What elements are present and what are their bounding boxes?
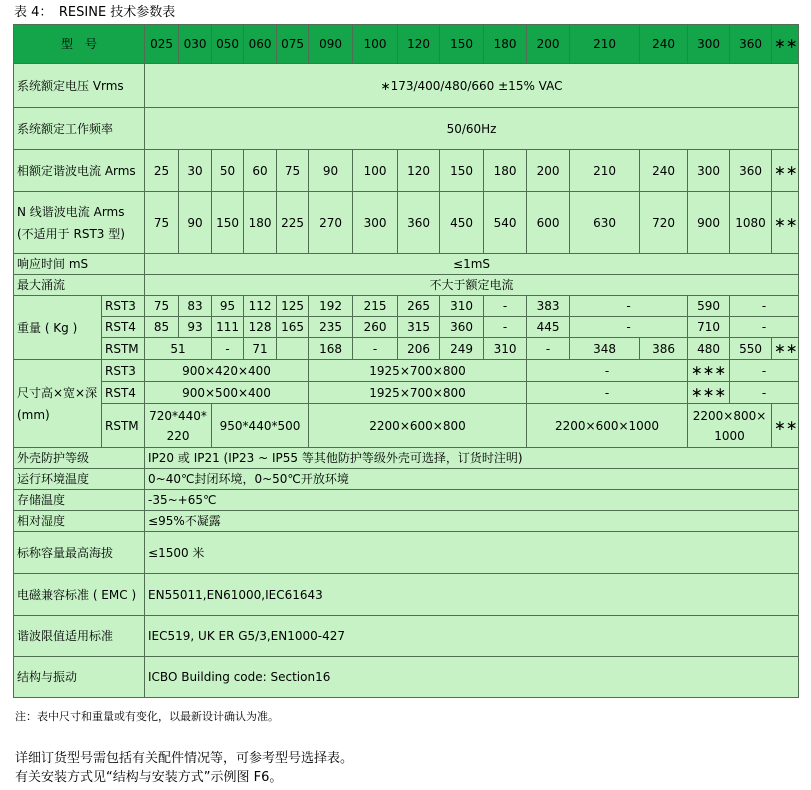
model-header-row bbox=[14, 25, 799, 64]
frequency-label: 系统额定工作频率 bbox=[14, 108, 145, 150]
harmonic-standard-row bbox=[14, 616, 799, 657]
size-value: - bbox=[730, 382, 799, 404]
weight-value: - bbox=[484, 317, 527, 338]
harmonic-standard-value: IEC519, UK ER G5/3,EN1000-427 bbox=[145, 616, 799, 657]
response-value: ≤1mS bbox=[145, 254, 799, 275]
voltage-value: ∗173/400/480/660 ±15% VAC bbox=[145, 64, 799, 108]
weight-value: 51 bbox=[145, 338, 212, 360]
phase-current-value: 210 bbox=[570, 150, 640, 192]
n-current-value: 150 bbox=[212, 192, 244, 254]
weight-value: 710 bbox=[688, 317, 730, 338]
size-value: - bbox=[527, 382, 688, 404]
phase-current-value: 60 bbox=[244, 150, 277, 192]
humidity-row bbox=[14, 511, 799, 532]
n-current-value: 90 bbox=[179, 192, 212, 254]
table-note: 注：表中尺寸和重量或有变化，以最新设计确认为准。 bbox=[15, 710, 279, 723]
size-value: 2200×800×1000 bbox=[688, 404, 772, 448]
n-current-value: 630 bbox=[570, 192, 640, 254]
size-value: 950*440*500 bbox=[212, 404, 309, 448]
altitude-row bbox=[14, 532, 799, 574]
model-header-label: 型 号 bbox=[14, 25, 145, 64]
inrush-label: 最大涌流 bbox=[14, 275, 145, 296]
altitude-value: ≤1500 米 bbox=[145, 532, 799, 574]
weight-value: 235 bbox=[309, 317, 353, 338]
weight-value: 590 bbox=[688, 296, 730, 317]
model-code: 075 bbox=[277, 25, 309, 64]
phase-current-label: 相额定谐波电流 Arms bbox=[14, 150, 145, 192]
weight-value bbox=[277, 338, 309, 360]
weight-value: 215 bbox=[353, 296, 398, 317]
model-code: 240 bbox=[640, 25, 688, 64]
inrush-value: 不大于额定电流 bbox=[145, 275, 799, 296]
weight-value: 383 bbox=[527, 296, 570, 317]
protection-row bbox=[14, 448, 799, 469]
structure-label: 结构与振动 bbox=[14, 657, 145, 698]
phase-current-value: 75 bbox=[277, 150, 309, 192]
altitude-label: 标称容量最高海拔 bbox=[14, 532, 145, 574]
size-rst4-row bbox=[14, 382, 799, 404]
weight-value: 125 bbox=[277, 296, 309, 317]
weight-rst3-row bbox=[14, 296, 799, 317]
phase-current-value: 30 bbox=[179, 150, 212, 192]
phase-current-value: 300 bbox=[688, 150, 730, 192]
n-current-value: 180 bbox=[244, 192, 277, 254]
phase-current-value: 120 bbox=[398, 150, 440, 192]
phase-current-value: 25 bbox=[145, 150, 179, 192]
n-current-value: 75 bbox=[145, 192, 179, 254]
weight-value: 112 bbox=[244, 296, 277, 317]
protection-label: 外壳防护等级 bbox=[14, 448, 145, 469]
weight-value: - bbox=[353, 338, 398, 360]
phase-current-value: 90 bbox=[309, 150, 353, 192]
size-value: 900×500×400 bbox=[145, 382, 309, 404]
size-value: 2200×600×1000 bbox=[527, 404, 688, 448]
voltage-row bbox=[14, 64, 799, 108]
weight-value: - bbox=[570, 317, 688, 338]
storage-value: -35~+65℃ bbox=[145, 490, 799, 511]
n-current-value: 450 bbox=[440, 192, 484, 254]
model-code: 360 bbox=[730, 25, 772, 64]
size-value: 900×420×400 bbox=[145, 360, 309, 382]
weight-value: 85 bbox=[145, 317, 179, 338]
phase-current-value: 100 bbox=[353, 150, 398, 192]
table-caption: 表 4： RESINE 技术参数表 bbox=[14, 5, 176, 20]
size-value: - bbox=[730, 360, 799, 382]
weight-value: 445 bbox=[527, 317, 570, 338]
model-code: 180 bbox=[484, 25, 527, 64]
weight-value: 265 bbox=[398, 296, 440, 317]
inrush-row bbox=[14, 275, 799, 296]
size-value: 1925×700×800 bbox=[309, 382, 527, 404]
n-current-value: 225 bbox=[277, 192, 309, 254]
temperature-row bbox=[14, 469, 799, 490]
n-current-value: 720 bbox=[640, 192, 688, 254]
weight-rstm-label: RSTM bbox=[102, 338, 145, 360]
weight-value: 310 bbox=[440, 296, 484, 317]
structure-value: ICBO Building code: Section16 bbox=[145, 657, 799, 698]
model-code: 300 bbox=[688, 25, 730, 64]
weight-value: - bbox=[484, 296, 527, 317]
n-current-value: 600 bbox=[527, 192, 570, 254]
n-current-value: 360 bbox=[398, 192, 440, 254]
weight-value: 360 bbox=[440, 317, 484, 338]
weight-value: 260 bbox=[353, 317, 398, 338]
model-code: 090 bbox=[309, 25, 353, 64]
size-rstm-row bbox=[14, 404, 799, 448]
n-current-value: 270 bbox=[309, 192, 353, 254]
humidity-label: 相对湿度 bbox=[14, 511, 145, 532]
weight-rst4-row bbox=[14, 317, 799, 338]
weight-value: 348 bbox=[570, 338, 640, 360]
weight-value: - bbox=[730, 296, 799, 317]
phase-current-value: 180 bbox=[484, 150, 527, 192]
model-code: 025 bbox=[145, 25, 179, 64]
size-rst3-row bbox=[14, 360, 799, 382]
n-current-value: 300 bbox=[353, 192, 398, 254]
order-info: 详细订货型号需包括有关配件情况等，可参考型号选择表。 bbox=[15, 751, 354, 766]
weight-value: 386 bbox=[640, 338, 688, 360]
weight-value: - bbox=[730, 317, 799, 338]
model-code: ∗∗ bbox=[772, 25, 799, 64]
weight-value: 192 bbox=[309, 296, 353, 317]
size-value: 2200×600×800 bbox=[309, 404, 527, 448]
weight-value: 111 bbox=[212, 317, 244, 338]
phase-current-value: 150 bbox=[440, 150, 484, 192]
size-rstm-label: RSTM bbox=[102, 404, 145, 448]
size-value: 720*440*220 bbox=[145, 404, 212, 448]
frequency-row bbox=[14, 108, 799, 150]
size-rst4-label: RST4 bbox=[102, 382, 145, 404]
model-code: 210 bbox=[570, 25, 640, 64]
storage-label: 存储温度 bbox=[14, 490, 145, 511]
weight-value: 249 bbox=[440, 338, 484, 360]
weight-value: 75 bbox=[145, 296, 179, 317]
response-row bbox=[14, 254, 799, 275]
n-current-label: N 线谐波电流 Arms (不适用于 RST3 型) bbox=[14, 192, 145, 254]
size-value: - bbox=[527, 360, 688, 382]
weight-value: - bbox=[570, 296, 688, 317]
phase-current-row bbox=[14, 150, 799, 192]
n-current-value: ∗∗ bbox=[772, 192, 799, 254]
size-value: 1925×700×800 bbox=[309, 360, 527, 382]
weight-value: 310 bbox=[484, 338, 527, 360]
phase-current-value: 200 bbox=[527, 150, 570, 192]
n-current-value: 1080 bbox=[730, 192, 772, 254]
weight-value: 480 bbox=[688, 338, 730, 360]
weight-value: 93 bbox=[179, 317, 212, 338]
phase-current-value: 240 bbox=[640, 150, 688, 192]
weight-value: 315 bbox=[398, 317, 440, 338]
model-code: 200 bbox=[527, 25, 570, 64]
size-value: ∗∗∗ bbox=[688, 360, 730, 382]
temperature-label: 运行环境温度 bbox=[14, 469, 145, 490]
weight-rst4-label: RST4 bbox=[102, 317, 145, 338]
weight-rstm-row bbox=[14, 338, 799, 360]
spec-table bbox=[13, 24, 799, 698]
weight-value: 95 bbox=[212, 296, 244, 317]
n-current-value: 900 bbox=[688, 192, 730, 254]
structure-row bbox=[14, 657, 799, 698]
install-info: 有关安装方式见“结构与安装方式”示例图 F6。 bbox=[15, 770, 283, 785]
weight-value: ∗∗ bbox=[772, 338, 799, 360]
model-code: 120 bbox=[398, 25, 440, 64]
model-code: 060 bbox=[244, 25, 277, 64]
frequency-value: 50/60Hz bbox=[145, 108, 799, 150]
emc-row bbox=[14, 574, 799, 616]
model-code: 100 bbox=[353, 25, 398, 64]
response-label: 响应时间 mS bbox=[14, 254, 145, 275]
weight-label: 重量 ( Kg ) bbox=[14, 296, 102, 360]
weight-value: 165 bbox=[277, 317, 309, 338]
model-code: 030 bbox=[179, 25, 212, 64]
weight-rst3-label: RST3 bbox=[102, 296, 145, 317]
weight-value: 128 bbox=[244, 317, 277, 338]
temperature-value: 0~40℃封闭环境，0~50℃开放环境 bbox=[145, 469, 799, 490]
emc-label: 电磁兼容标准 ( EMC ) bbox=[14, 574, 145, 616]
weight-value: 550 bbox=[730, 338, 772, 360]
size-rst3-label: RST3 bbox=[102, 360, 145, 382]
storage-row bbox=[14, 490, 799, 511]
protection-value: IP20 或 IP21 (IP23 ~ IP55 等其他防护等级外壳可选择，订货时注明) bbox=[145, 448, 799, 469]
weight-value: 83 bbox=[179, 296, 212, 317]
weight-value: 206 bbox=[398, 338, 440, 360]
phase-current-value: ∗∗ bbox=[772, 150, 799, 192]
size-value: ∗∗∗ bbox=[688, 382, 730, 404]
weight-value: 168 bbox=[309, 338, 353, 360]
voltage-label: 系统额定电压 Vrms bbox=[14, 64, 145, 108]
size-value: ∗∗ bbox=[772, 404, 799, 448]
weight-value: - bbox=[212, 338, 244, 360]
model-code: 050 bbox=[212, 25, 244, 64]
n-current-row bbox=[14, 192, 799, 254]
harmonic-standard-label: 谐波限值适用标准 bbox=[14, 616, 145, 657]
model-code: 150 bbox=[440, 25, 484, 64]
n-current-value: 540 bbox=[484, 192, 527, 254]
emc-value: EN55011,EN61000,IEC61643 bbox=[145, 574, 799, 616]
weight-value: 71 bbox=[244, 338, 277, 360]
weight-value: - bbox=[527, 338, 570, 360]
phase-current-value: 360 bbox=[730, 150, 772, 192]
humidity-value: ≤95%不凝露 bbox=[145, 511, 799, 532]
phase-current-value: 50 bbox=[212, 150, 244, 192]
size-label: 尺寸高×宽×深 (mm) bbox=[14, 360, 102, 448]
